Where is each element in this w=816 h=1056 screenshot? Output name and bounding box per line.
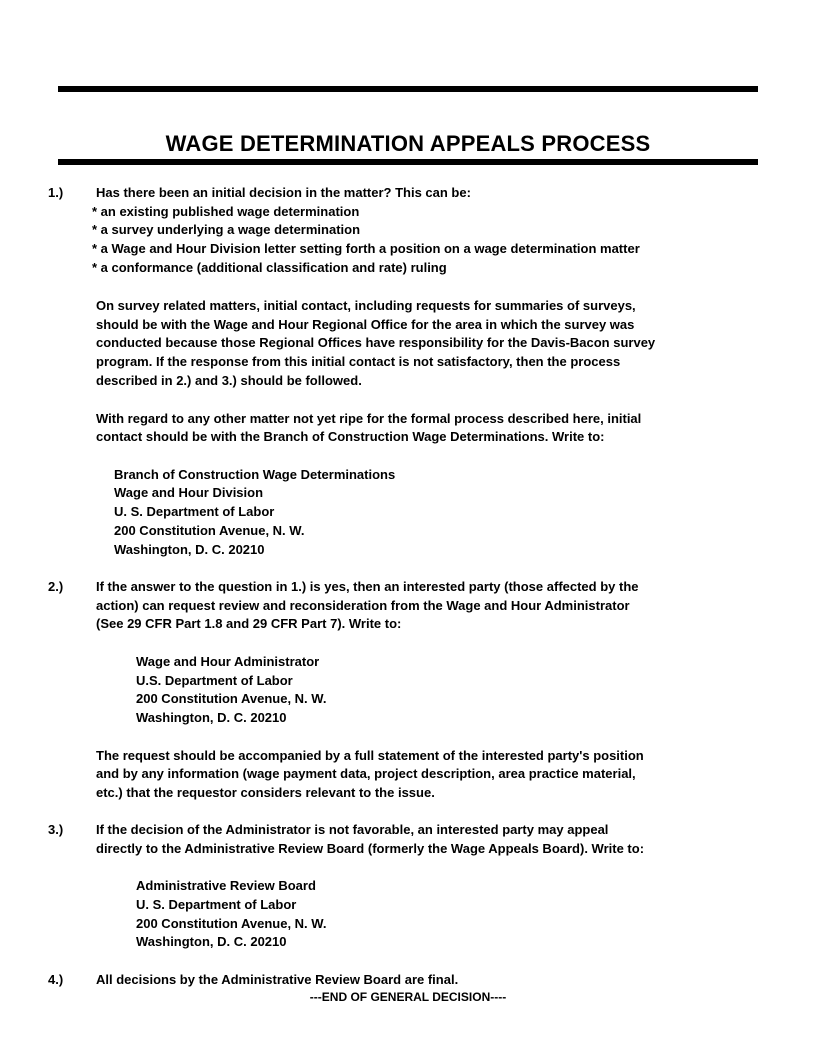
title-underline-rule [58,159,758,165]
item-number-2: 2.) [48,579,64,594]
section2-para2-line: etc.) that the requestor considers relevant to the issue. [96,785,435,800]
section2-para2-line: and by any information (wage payment data, project description, area practice material, [96,766,636,781]
section1-address-line: U. S. Department of Labor [114,504,275,519]
section1-bullet: * an existing published wage determination [92,204,360,219]
section1-para1-line: conducted because those Regional Offices have responsibility for the Davis-Bacon survey [96,335,656,350]
section1-address-line: Washington, D. C. 20210 [114,542,265,557]
section1-question: Has there been an initial decision in the matter? This can be: [96,185,471,200]
section3-address-line: 200 Constitution Avenue, N. W. [136,916,327,931]
section2-para1-line: (See 29 CFR Part 1.8 and 29 CFR Part 7). Write to: [96,616,402,631]
section3-address-line: Administrative Review Board [136,878,316,893]
end-of-decision-marker: ---END OF GENERAL DECISION---- [309,990,507,1004]
top-rule [58,86,758,92]
section2-address-line: Wage and Hour Administrator [136,654,320,669]
page-title: WAGE DETERMINATION APPEALS PROCESS [165,131,651,156]
section2-para2-line: The request should be accompanied by a full statement of the interested party's position [96,748,644,763]
section3-address-line: Washington, D. C. 20210 [136,934,287,949]
section2-address-line: U.S. Department of Labor [136,673,293,688]
section2-para1-line: action) can request review and reconsideration from the Wage and Hour Administrator [96,598,630,613]
section1-bullet: * a survey underlying a wage determination [92,222,361,237]
item-number-4: 4.) [48,972,64,987]
section1-para1-line: described in 2.) and 3.) should be followed. [96,373,362,388]
item-number-3: 3.) [48,822,64,837]
section1-para2-line: contact should be with the Branch of Construction Wage Determinations. Write to: [96,429,605,444]
item-number-1: 1.) [48,185,64,200]
section1-para1-line: On survey related matters, initial contact, including requests for summaries of surveys, [96,298,636,313]
section1-bullet: * a Wage and Hour Division letter setting forth a position on a wage determination matter [92,241,640,256]
section1-address-line: 200 Constitution Avenue, N. W. [114,523,305,538]
section4-text: All decisions by the Administrative Review Board are final. [96,972,459,987]
section1-para1-line: should be with the Wage and Hour Regional Office for the area in which the survey was [96,317,635,332]
section1-address-line: Branch of Construction Wage Determinations [114,467,396,482]
section1-address-line: Wage and Hour Division [114,485,264,500]
section2-address-line: 200 Constitution Avenue, N. W. [136,691,327,706]
section1-para2-line: With regard to any other matter not yet ripe for the formal process described here, initial [96,411,642,426]
section3-para1-line: If the decision of the Administrator is not favorable, an interested party may appeal [96,822,609,837]
section2-para1-line: If the answer to the question in 1.) is yes, then an interested party (those affected by the [96,579,639,594]
section2-address-line: Washington, D. C. 20210 [136,710,287,725]
section3-para1-line: directly to the Administrative Review Board (formerly the Wage Appeals Board). Write to: [96,841,645,856]
section3-address-line: U. S. Department of Labor [136,897,297,912]
section1-para1-line: program. If the response from this initial contact is not satisfactory, then the process [96,354,621,369]
section1-bullet: * a conformance (additional classification and rate) ruling [92,260,447,275]
